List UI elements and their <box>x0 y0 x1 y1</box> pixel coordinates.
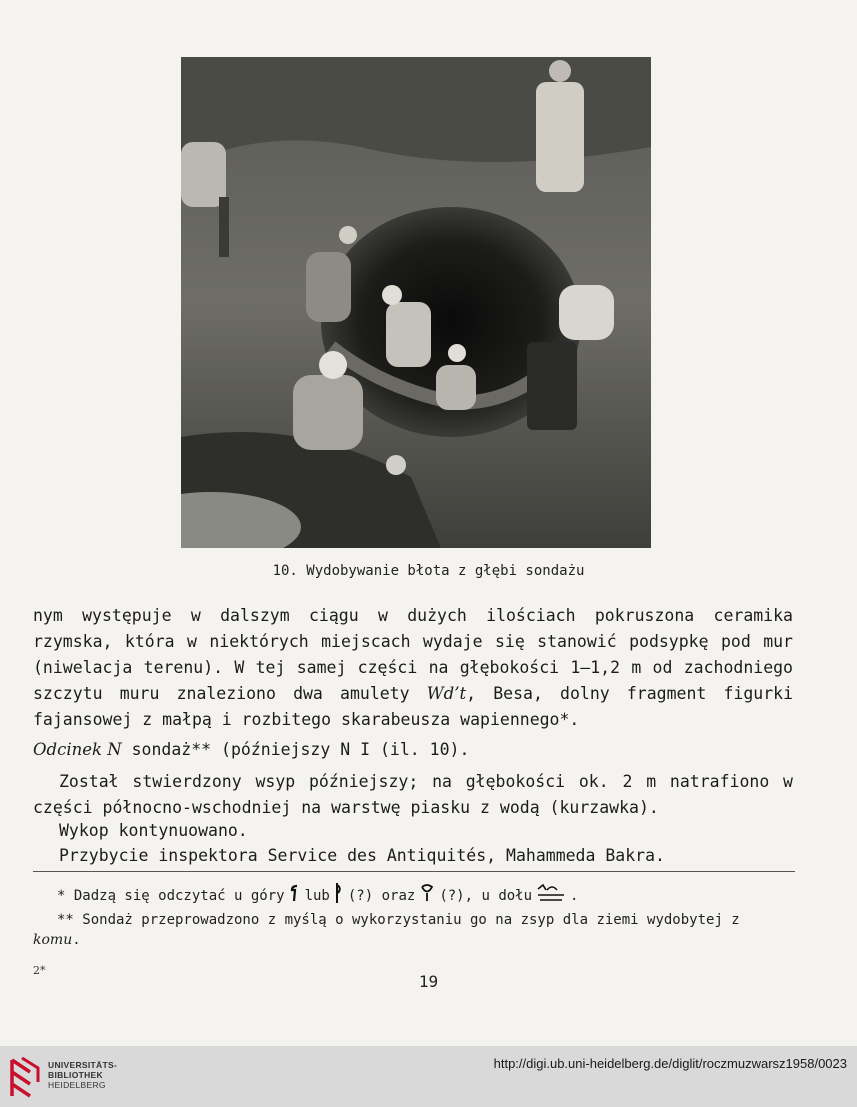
figure-caption: 10. Wydobywanie błota z głębi sondażu <box>272 563 585 579</box>
library-footer <box>0 1046 857 1107</box>
paragraph-1 <box>33 603 793 733</box>
footnote-2-term: komu <box>33 932 73 948</box>
page-number: 19 <box>418 972 439 991</box>
section-label: Odcinek N <box>33 740 122 759</box>
hieroglyph-staff-icon <box>289 884 301 908</box>
library-name-line1: UNIVERSITÄTS- <box>48 1060 118 1070</box>
amulet-term: Wd’t <box>426 684 467 703</box>
footnote-1-text-b: lub <box>304 888 330 904</box>
source-url-link[interactable]: http://digi.ub.uni-heidelberg.de/diglit/roczmuzwarsz1958/0023 <box>493 1056 847 1071</box>
footnote-2 <box>33 910 795 950</box>
library-logo-icon[interactable] <box>8 1054 44 1098</box>
footnote-1-text-c: (?) oraz <box>347 888 416 904</box>
sheet-signature: 2* <box>33 964 46 977</box>
footnote-1-text-d: (?), u dołu <box>439 888 533 904</box>
footnote-1 <box>33 882 795 910</box>
hieroglyph-knot-icon <box>419 884 435 908</box>
hieroglyph-group-icon <box>536 884 566 908</box>
library-name-line2: BIBLIOTHEK <box>48 1070 103 1080</box>
section-heading <box>33 737 793 763</box>
paragraph-3: Wykop kontynuowano. <box>59 821 248 840</box>
paragraph-1-end: , Besa, dolny fragment figurki fajansowej z małpą i rozbitego skarabeusza wapiennego*. <box>33 684 794 729</box>
library-name-line3: HEIDELBERG <box>48 1080 106 1090</box>
photo-illustration <box>181 57 651 548</box>
footnote-2-text: ** Sondaż przeprowadzono z myślą o wykorzystaniu go na zsyp dla ziemi wydobytej z <box>57 912 740 928</box>
paragraph-4: Przybycie inspektora Service des Antiquités, Mahammeda Bakra. <box>59 846 665 865</box>
section-text: sondaż** (późniejszy N I (il. 10). <box>121 740 470 759</box>
hieroglyph-reed-icon <box>334 882 344 910</box>
paragraph-1-text: nym występuje w dalszym ciągu w dużych ilościach pokruszona ceramika rzymska, która w niektórych miejscach wydaje się stanowić podsypkę pod mur (niwelacja terenu). W tej samej części na głębokości 1—1,2 m od zachodniego szczytu muru znaleziono dwa amulety <box>33 606 793 703</box>
footnote-2-end: . <box>72 932 81 948</box>
footnote-1-text-a: * Dadzą się odczytać u góry <box>57 888 285 904</box>
library-name <box>48 1060 117 1090</box>
paragraph-2: Został stwierdzony wsyp późniejszy; na głębokości ok. 2 m natrafiono w części północno-wschodniej na warstwę piasku z wodą (kurzawka). <box>33 772 793 817</box>
footnote-1-text-e: . <box>570 888 579 904</box>
footnote-divider <box>33 871 795 872</box>
excavation-photo <box>181 57 651 548</box>
